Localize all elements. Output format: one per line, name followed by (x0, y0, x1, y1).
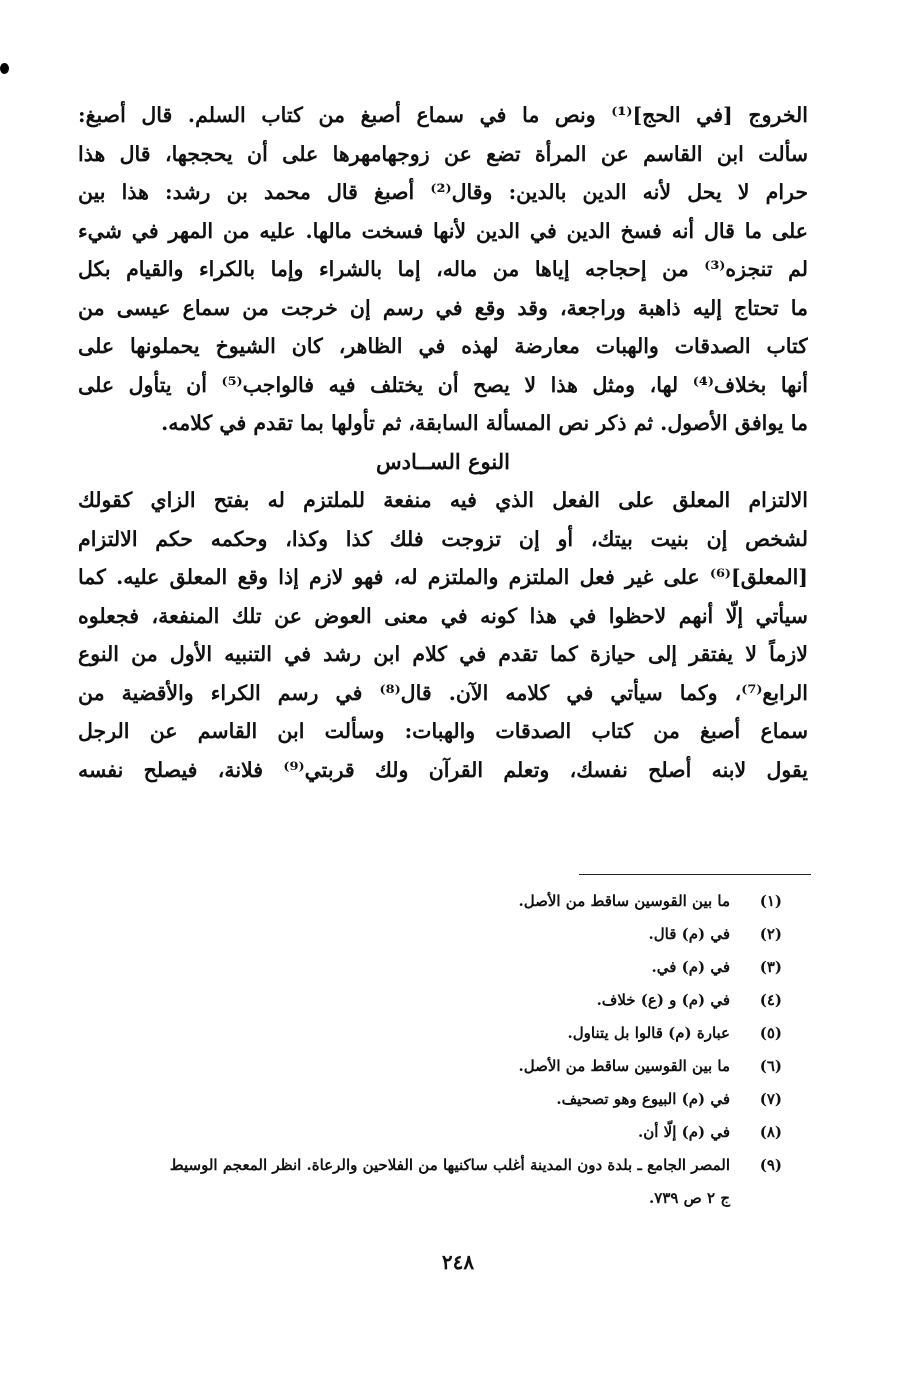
footnote (72, 1149, 782, 1215)
footnote-text: في (م) في. (651, 958, 730, 976)
page-number: ٢٤٨ (441, 1250, 475, 1274)
footnote (72, 1083, 782, 1116)
text-line: سألت ابن القاسم عن المرأة تضع عن زوجهامهرها على أن يحججها، قال هذا (78, 141, 808, 166)
footnote-text: ما بين القوسين ساقط من الأصل. (518, 1057, 730, 1075)
text-line: ما تحتاج إليه ذاهبة وراجعة، وقد وقع في رسم إن خرجت من سماع عيسى من (78, 295, 808, 320)
text-line: أنها بخلاف⁽⁴⁾ لها، ومثل هذا لا يصح أن يختلف فيه فالواجب⁽⁵⁾ أن يتأول على (78, 372, 808, 397)
main-text (78, 96, 808, 789)
footnote-number: (٥) (759, 1024, 782, 1042)
ink-dot (0, 63, 9, 74)
text-line: حرام لا يحل لأنه الدين بالدين: وقال⁽²⁾ أصبغ قال محمد بن رشد: هذا بين (78, 180, 808, 204)
text-line: سماع أصبغ من كتاب الصدقات والهبات: وسألت ابن القاسم عن الرجل (78, 719, 808, 743)
footnote-number: (٩) (759, 1156, 782, 1174)
footnote-number: (١) (759, 892, 782, 910)
footnote (72, 984, 782, 1017)
text-line: الخروج [في الحج]⁽¹⁾ ونص ما في سماع أصبغ من كتاب السلم. قال أصبغ: (78, 103, 808, 127)
footnote-text: في (م) و (ع) خلاف. (596, 991, 730, 1009)
text-line: على ما قال أنه فسخ الدين في الدين لأنها فسخت مالها. عليه من المهر في شيء (78, 218, 808, 243)
footnote-number: (٢) (759, 925, 782, 943)
footnote (72, 1116, 782, 1149)
footnote-number: (٣) (759, 958, 782, 976)
text-line: [المعلق]⁽⁶⁾ على غير فعل الملتزم والملتزم له، فهو لازم إذا وقع المعلق عليه. كما (78, 565, 808, 589)
footnote-text: عبارة (م) قالوا بل يتناول. (567, 1024, 730, 1042)
text-line: الالتزام المعلق على الفعل الذي فيه منفعة للملتزم له بفتح الزاي كقولك (78, 488, 808, 512)
text-line: يقول لابنه أصلح نفسك، وتعلم القرآن ولك قربتي⁽⁹⁾ فلانة، فيصلح نفسه (78, 757, 808, 782)
footnote (72, 885, 782, 918)
section-heading: النوع الســادس (376, 448, 510, 474)
footnote (72, 1050, 782, 1083)
footnote-text: في (م) إلّا أن. (638, 1123, 730, 1141)
footnote (72, 1017, 782, 1050)
footnote-text: المصر الجامع ـ بلدة دون المدينة أغلب ساكنيها من الفلاحين والرعاة. انظر المعجم الوسيط (169, 1156, 730, 1174)
footnote-number: (٦) (759, 1057, 782, 1075)
footnotes (72, 885, 782, 1215)
footnote-number: (٧) (759, 1090, 782, 1108)
text-line: سيأتي إلّا أنهم لاحظوا في هذا كونه في معنى العوض عن تلك المنفعة، فجعلوه (78, 603, 808, 628)
footnote-number: (٤) (759, 991, 782, 1009)
text-line: لشخص إن بنيت بيتك، أو إن تزوجت فلك كذا وكذا، وحكمه حكم الالتزام (78, 526, 808, 551)
footnote-text: في (م) قال. (648, 925, 730, 943)
text-line: لم تنجزه⁽³⁾ من إحجاجه إياها من ماله، إما بالشراء وإما بالكراء والقيام بكل (78, 257, 808, 281)
footnote-text: في (م) البيوع وهو تصحيف. (556, 1090, 730, 1108)
footnote-number: (٨) (759, 1123, 782, 1141)
text-line: لازماً لا يفتقر إلى حيازة كما تقدم في كلام ابن رشد في التنبيه الأول من النوع (78, 642, 808, 666)
footnote-text-block (72, 1149, 730, 1215)
footnote (72, 918, 782, 951)
footnote-separator (579, 874, 811, 875)
text-line: ما يوافق الأصول. ثم ذكر نص المسألة السابقة، ثم تأولها بما تقدم في كلامه. (161, 411, 808, 435)
text-line: الرابع⁽⁷⁾، وكما سيأتي في كلامه الآن. قال⁽⁸⁾ في رسم الكراء والأقضية من (78, 680, 808, 705)
footnote (72, 951, 782, 984)
text-line: كتاب الصدقات والهبات معارضة لهذه في الظاهر، كان الشيوخ يحملونها على (78, 334, 808, 358)
footnote-text: ما بين القوسين ساقط من الأصل. (518, 892, 730, 910)
footnote-text-continuation: ج ٢ ص ٧٣٩. (649, 1189, 730, 1207)
